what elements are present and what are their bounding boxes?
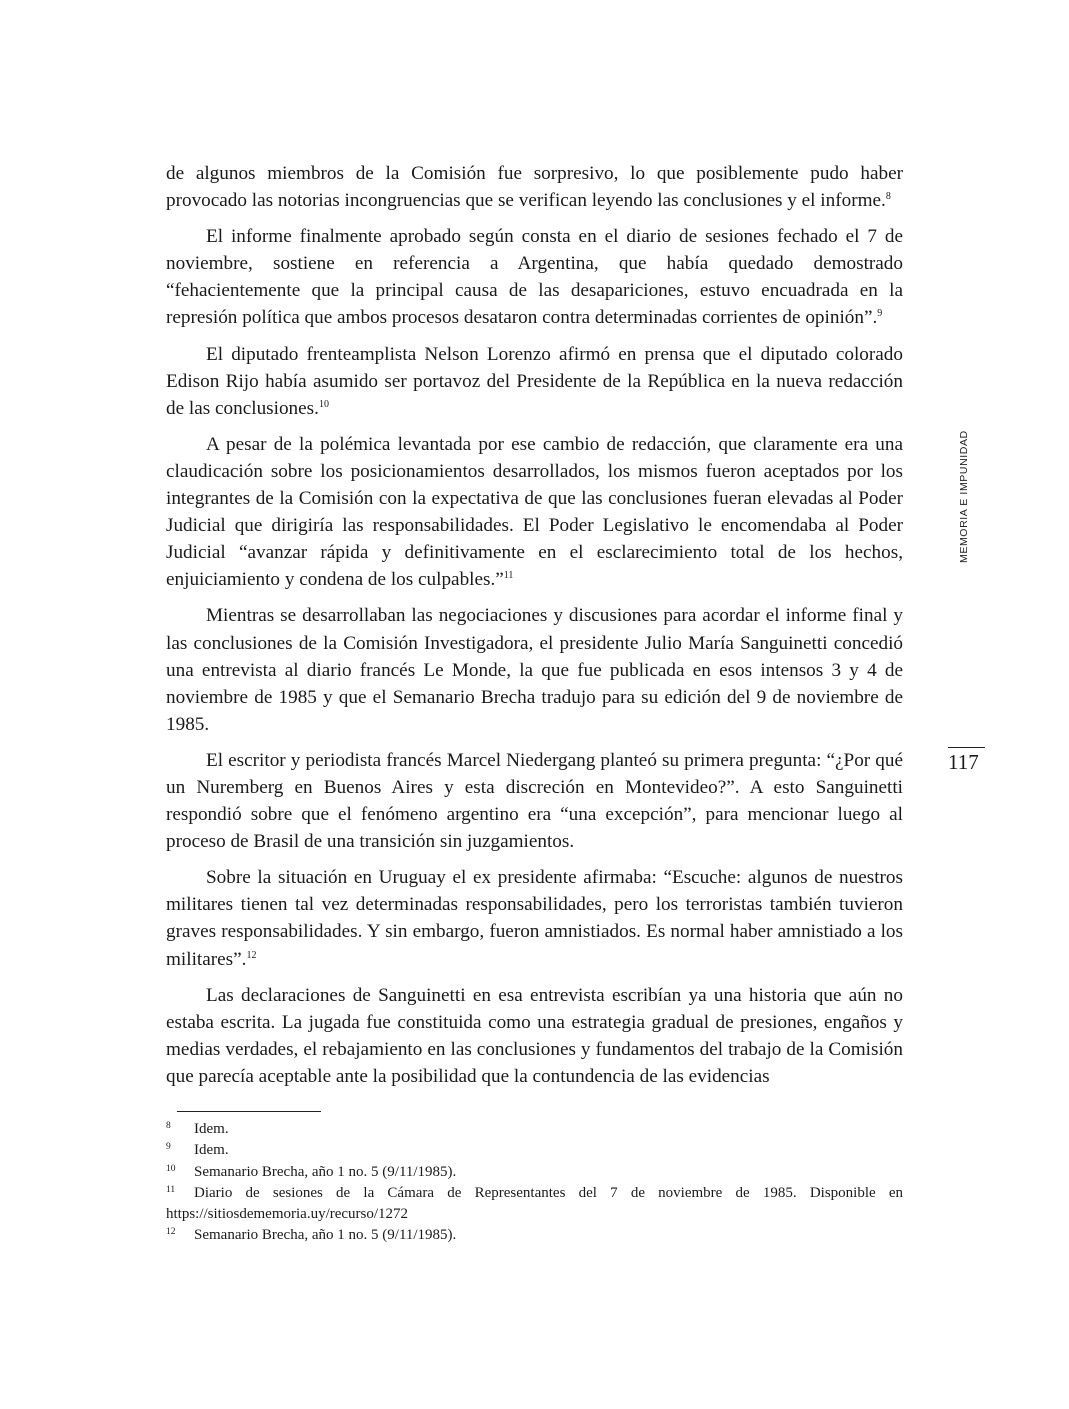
footnote-number: 12 (166, 1227, 176, 1238)
footnote-ref: 9 (877, 308, 883, 320)
footnote-text: Semanario Brecha, año 1 no. 5 (9/11/1985). (194, 1227, 457, 1244)
running-title-text: MEMORIA E IMPUNIDAD (958, 430, 970, 563)
footnote (166, 1162, 903, 1183)
paragraph (166, 602, 903, 737)
paragraph-text: A pesar de la polémica levantada por ese cambio de redacción, que claramente era una claudicación sobre los posicionamientos desarrollados, los mismos fueron aceptados por los integrantes de la Comisión con la expectativa de que las conclusiones fueran elevadas al Poder Judicial que dirigiría las responsabilidades. El Poder Legislativo le encomendaba al Poder Judicial “avanzar rápida y definitivamente en el esclarecimiento total de los hechos, enjuiciamiento y condena de los culpables.” (166, 433, 903, 591)
paragraph-text: El informe finalmente aprobado según consta en el diario de sesiones fechado el 7 de noviembre, sostiene en referencia a Argentina, que había quedado demostrado “fehacientemente que la principal causa de las desapariciones, estuvo encuadrada en la represión política que ambos procesos desataron contra determinadas corrientes de opinión”. (166, 226, 903, 329)
footnote (166, 1225, 903, 1246)
footnote-number: 8 (166, 1121, 171, 1131)
page-number: 117 (948, 750, 979, 774)
footnote-number: 9 (166, 1142, 171, 1153)
body-text (166, 160, 903, 1099)
footnote-ref: 11 (503, 570, 514, 582)
footnote-text: Idem. (194, 1142, 229, 1159)
paragraph-text: de algunos miembros de la Comisión fue sorpresivo, lo que posiblemente pudo haber provocado las notorias incongruencias que se verifican leyendo las conclusiones y el informe. (166, 163, 903, 212)
footnote-separator (177, 1111, 321, 1112)
paragraph (166, 864, 903, 972)
footnotes (166, 1119, 903, 1247)
page-number-rule (948, 747, 985, 748)
paragraph-text: Sobre la situación en Uruguay el ex presidente afirmaba: “Escuche: algunos de nuestros militares tienen tal vez determinadas responsabilidades, pero los terroristas también tuvieron graves responsabilidades. Y sin embargo, fueron amnistiados. Es normal haber amnistiado a los militares”. (166, 867, 903, 970)
footnote-ref: 10 (318, 398, 329, 410)
footnote-text: Diario de sesiones de la Cámara de Representantes del 7 de noviembre de 1985. Disponible en https://sitiosdememoria.uy/recurso/1272 (166, 1184, 903, 1223)
footnote (166, 1119, 903, 1140)
footnote-number: 10 (166, 1163, 176, 1174)
footnote-text: Semanario Brecha, año 1 no. 5 (9/11/1985). (194, 1163, 457, 1180)
paragraph (166, 747, 903, 855)
paragraph (166, 341, 903, 422)
paragraph-text: Mientras se desarrollaban las negociaciones y discusiones para acordar el informe final y las conclusiones de la Comisión Investigadora, el presidente Julio María Sanguinetti concedió una entrevista al diario francés Le Monde, la que fue publicada en esos intensos 3 y 4 de noviembre de 1985 y que el Semanario Brecha tradujo para su edición del 9 de noviembre de 1985. (166, 605, 903, 735)
footnote-number: 11 (166, 1184, 176, 1195)
paragraph (166, 982, 903, 1090)
footnote (166, 1140, 903, 1161)
paragraph-text: El diputado frenteamplista Nelson Lorenzo afirmó en prensa que el diputado colorado Edison Rijo había asumido ser portavoz del Presidente de la República en la nueva redacción de las conclusiones. (166, 343, 903, 419)
footnote-ref: 8 (885, 191, 891, 203)
footnote-ref: 12 (246, 949, 257, 961)
paragraph (166, 223, 903, 331)
paragraph (166, 160, 903, 214)
paragraph-text: Las declaraciones de Sanguinetti en esa entrevista escribían ya una historia que aún no estaba escrita. La jugada fue constituida como una estrategia gradual de presiones, engaños y medias verdades, el rebajamiento en las conclusiones y fundamentos del trabajo de la Comisión que parecía aceptable ante la posibilidad que la contundencia de las evidencias (166, 984, 903, 1087)
paragraph (166, 431, 903, 594)
paragraph-text: El escritor y periodista francés Marcel Niedergang planteó su primera pregunta: “¿Por qué un Nuremberg en Buenos Aires y esta discreción en Montevideo?”. A esto Sanguinetti respondió sobre que el fenómeno argentino era “una excepción”, para mencionar luego al proceso de Brasil de una transición sin juzgamientos. (166, 749, 903, 853)
footnote-text: Idem. (194, 1121, 229, 1137)
footnote (166, 1183, 903, 1226)
running-title (955, 420, 975, 570)
